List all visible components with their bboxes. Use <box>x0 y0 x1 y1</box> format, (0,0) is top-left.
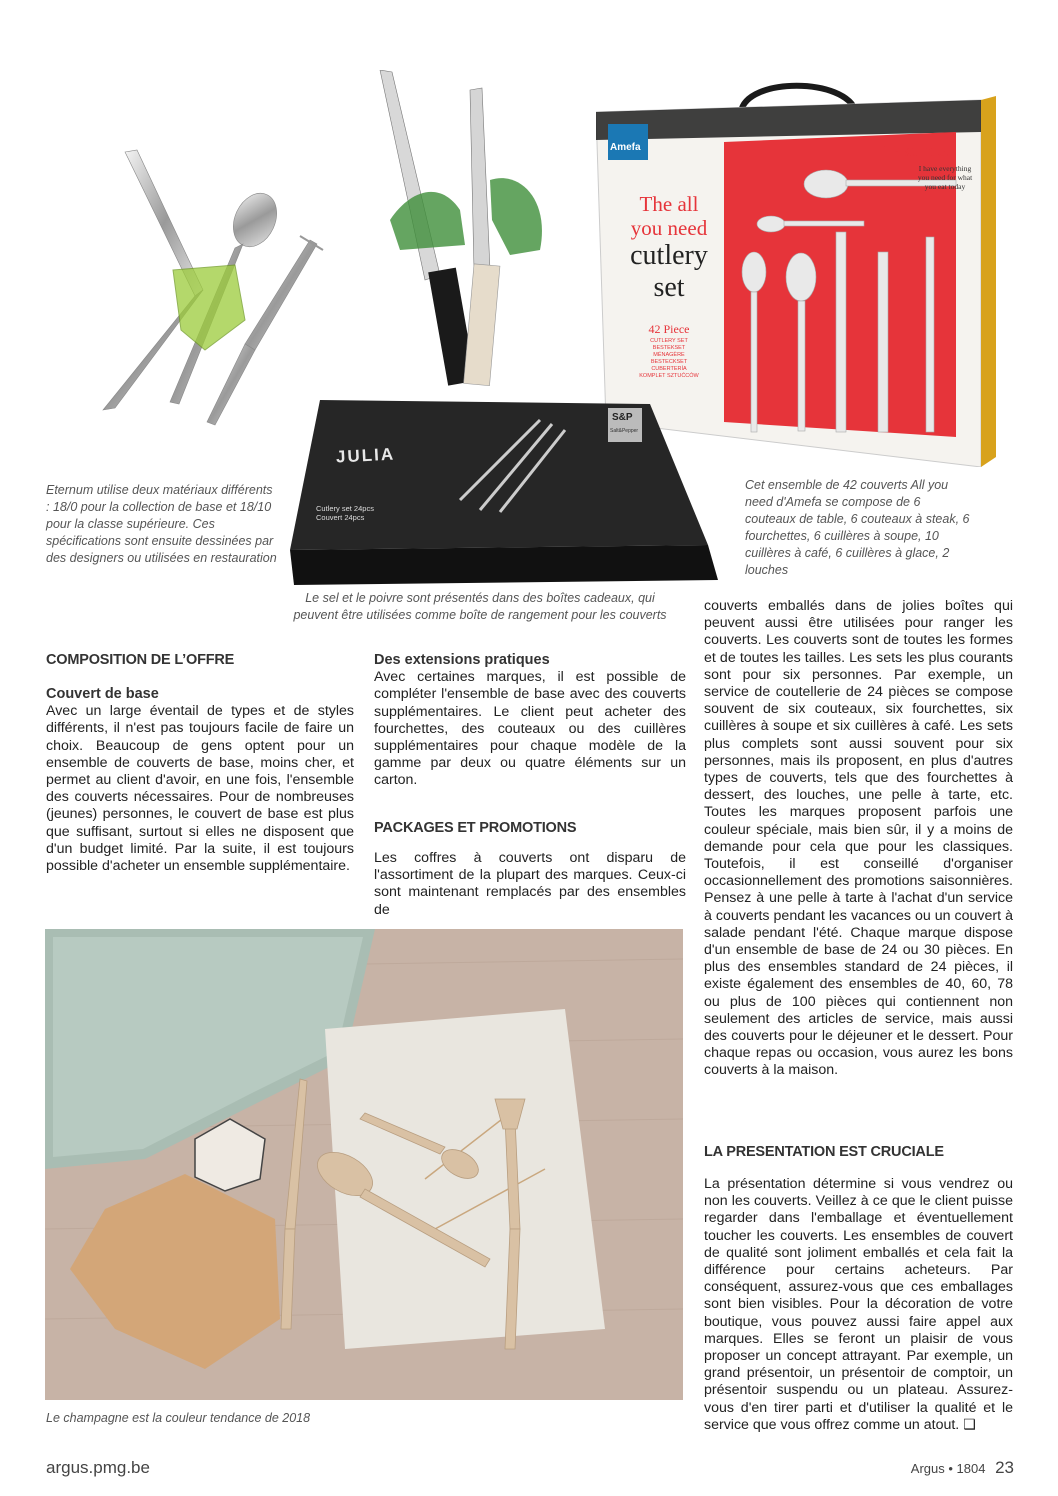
julia-cutlery-box-photo <box>290 400 718 585</box>
article-end-mark: ❑ <box>963 1416 976 1433</box>
amefa-headline <box>614 192 724 304</box>
julia-brand-logo: S&P <box>612 412 633 423</box>
julia-subtitle-1: Cutlery set 24pcs <box>316 504 374 513</box>
amefa-headline-line-4: set <box>653 272 685 303</box>
amefa-take-me-sub: I have everything you need for what you eat today <box>917 164 973 191</box>
amefa-language-1: CUTLERY SET <box>650 338 688 344</box>
caption-salt-pepper: Le sel et le poivre sont présentés dans des boîtes cadeaux, qui peuvent être utilisées comme boîte de rangement pour les couverts <box>293 591 667 622</box>
paragraph-packages: Les coffres à couverts ont disparu de l'assortiment de la plupart des marques. Ceux-ci sont maintenant remplacés par des ensembles de <box>374 850 686 918</box>
amefa-language-4: BESTECKSET <box>650 359 688 365</box>
amefa-headline-line-1: The all <box>639 192 699 216</box>
champagne-cutlery-photo <box>45 929 683 1400</box>
amefa-language-5: CUBERTERÍA <box>651 366 687 372</box>
amefa-language-list <box>614 338 724 380</box>
amefa-take-me: Take me! <box>884 140 952 160</box>
paragraph-column-3: couverts emballés dans de jolies boîtes qui peuvent aussi être utilisées pour ranger les couverts. Les couverts sont de toutes les formes et de toutes les tailles. Les sets les plus courants sont pour six personnes. Par exemple, un service de coutellerie de 24 pièces se compose souvent de six couteaux, six fourchettes, six cuillères à soupe et six cuillères à café. Les sets plus complets sont aussi souvent pour six personnes, mais ils proposent, en plus d'autres types de couverts, tels que des fourchettes à dessert, des louches, une pelle à tarte, etc. Toutes les marques proposent parfois une couleur spéciale, mais bien sûr, il y a moins de demande pour cela que pour les classiques. Toutefois, il est conseillé d'organiser occasionnellement des promotions saisonnières. Pensez à une pelle à tarte à l'achat d'un service à couverts pendant les vacances ou un couvert à salade pendant l'été. Chaque marque dispose d'un ensemble de base de 24 ou 30 pièces. En plus des ensembles standard de 24 pièces, il existe également des ensembles de 40, 60, 78 ou plus de 100 pièces qui contiennent non seulement des articles de service, mais aussi des couverts pour le déjeuner et le dessert. Pour chaque repas ou occasion, vous aurez les bons couverts à la maison. <box>704 598 1013 1079</box>
amefa-language-6: KOMPLET SZTUĆCÓW <box>639 373 699 379</box>
column-1 <box>46 686 354 875</box>
footer-issue <box>911 1458 1014 1478</box>
julia-brand-logo-sub: Salt&Pepper <box>610 428 639 434</box>
paragraph-extensions: Avec certaines marques, il est possible de compléter l'ensemble de base avec des couverts supplémentaires. Le client peut acheter des fourchettes, des couteaux ou des cuillères supplémentaires pour chaque modèle de la gamme par deux ou quatre éléments sur un carton. <box>374 669 686 789</box>
eternum-cutlery-photo <box>95 140 335 430</box>
amefa-headline-line-3: cutlery <box>630 240 708 271</box>
julia-title: JULIA <box>335 444 396 467</box>
caption-amefa: Cet ensemble de 42 couverts All you need d'Amefa se compose de 6 couteaux de table, 6 couteaux à steak, 6 fourchettes, 6 cuillères à soupe, 10 cuillères à café, 6 cuillères à glace, 2 louches <box>745 478 970 577</box>
steak-knives-photo <box>370 70 560 390</box>
amefa-language-2: BESTEKSET <box>652 345 686 351</box>
subheading-couvert-de-base: Couvert de base <box>46 686 159 702</box>
amefa-piece-count: 42 Piece <box>648 322 690 336</box>
paragraph-presentation <box>704 1176 1013 1434</box>
footer-site-link[interactable]: argus.pmg.be <box>46 1458 150 1477</box>
column-2 <box>374 652 686 790</box>
section-title-presentation: LA PRESENTATION EST CRUCIALE <box>704 1144 944 1160</box>
paragraph-couvert-de-base: Avec un large éventail de types et de styles différents, il n'est pas toujours facile de faire un choix. Beaucoup de gens optent pour un ensemble de couverts de base, moins cher, et permet au client d'avoir, en une fois, l'ensemble des couverts nécessaires. Pour de nombreuses (jeunes) personnes, le couvert de base est plus que suffisant, surtout si elles ne disposent que d'un budget limité. Par la suite, il est toujours possible d'acheter un ensemble supplémentaire. <box>46 703 354 875</box>
page-number: 23 <box>995 1458 1014 1477</box>
caption-eternum: Eternum utilise deux matériaux différents : 18/0 pour la collection de base et 18/10 pour la classe supérieure. Ces spécifications sont ensuite dessinées par des designers ou utilisées en restauration <box>46 483 277 565</box>
julia-subtitle-2: Couvert 24pcs <box>316 513 365 522</box>
section-title-packages: PACKAGES ET PROMOTIONS <box>374 820 577 836</box>
paragraph-presentation-text: La présentation détermine si vous vendrez ou non les couverts. Veillez à ce que le client puisse regarder dans l'emballage et éventuellement toucher les couverts. Les ensembles de couvert de qualité sont joliment emballés et cela fait la différence pour certains acheteurs. Par conséquent, assurez-vous que ces emballages sont bien visibles. Pour la décoration de votre boutique, vous pouvez aussi faire appel aux marques. Elles se feront un plaisir de vous proposer un concept attrayant. Par exemple, un grand présentoir, un présentoir de comptoir, un présentoir suspendu ou un plateau. Assurez-vous d'en tirer parti et d'utiliser la qualité et le service que vous offrez comme un atout. <box>704 1176 1013 1433</box>
section-title-composition: COMPOSITION DE L’OFFRE <box>46 652 235 668</box>
amefa-headline-line-2: you need <box>630 216 708 240</box>
footer-issue-label: Argus • 1804 <box>910 1461 986 1476</box>
subheading-extensions: Des extensions pratiques <box>374 652 550 668</box>
caption-champagne: Le champagne est la couleur tendance de 2018 <box>46 1411 311 1425</box>
amefa-language-3: MÉNAGÈRE <box>653 352 685 358</box>
amefa-brand-logo: Amefa <box>610 142 641 153</box>
